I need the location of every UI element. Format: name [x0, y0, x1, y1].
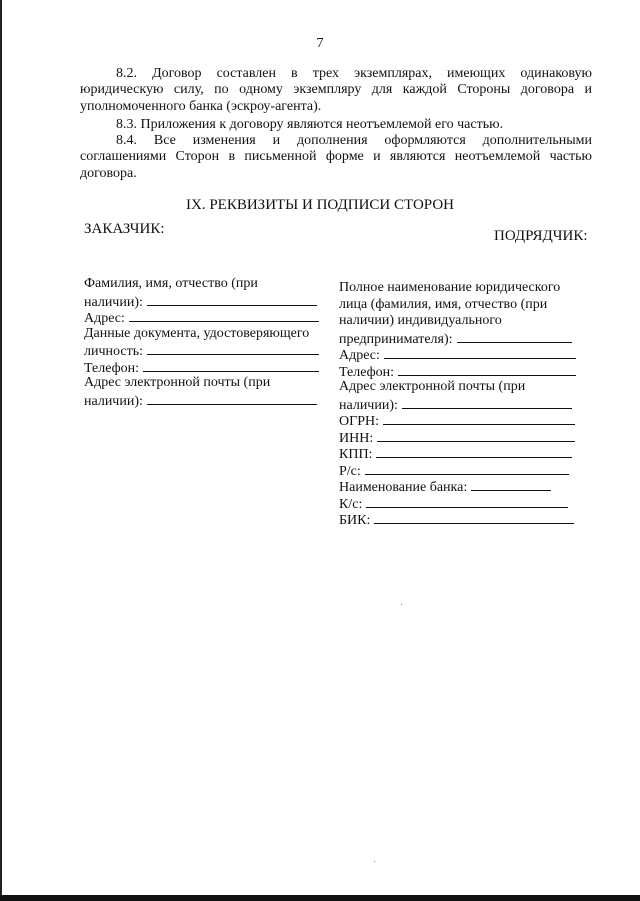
contractor-details — [339, 280, 594, 528]
contractor-kpp-blank[interactable] — [376, 445, 572, 458]
customer-id-document-blank[interactable] — [147, 342, 319, 355]
contractor-name-label-1: Полное наименование юридического — [339, 280, 561, 295]
customer-phone-field: Телефон: — [84, 359, 334, 376]
contractor-phone-blank[interactable] — [398, 363, 576, 376]
contractor-inn-blank[interactable] — [377, 429, 575, 442]
scan-speck — [401, 604, 402, 605]
customer-address-field: Адрес: — [84, 309, 334, 326]
contractor-name-label-2: лица (фамилия, имя, отчество (при — [339, 296, 548, 312]
page-number: 7 — [316, 36, 324, 51]
contractor-label: ПОДРЯДЧИК: — [494, 228, 588, 244]
customer-email-field: наличии): — [84, 392, 334, 409]
contractor-bank-field: Наименование банка: — [339, 478, 594, 495]
scan-speck — [374, 861, 375, 862]
contractor-bik-field: БИК: — [339, 511, 594, 528]
customer-phone-blank[interactable] — [143, 359, 319, 372]
paragraph-8-4: 8.4. Все изменения и дополнения оформляются дополнительными соглашениями Сторон в письменной форме и являются неотъемлемой частью договора. — [80, 133, 592, 181]
contractor-email-field: наличии): — [339, 396, 594, 413]
customer-id-document-field: личность: — [84, 342, 334, 359]
contractor-name-blank[interactable] — [457, 330, 572, 343]
contractor-address-field: Адрес: — [339, 346, 594, 363]
customer-label: ЗАКАЗЧИК: — [84, 221, 165, 237]
customer-name-label: Фамилия, имя, отчество (при — [84, 276, 258, 291]
contractor-name-field: предпринимателя): — [339, 330, 594, 347]
customer-id-document-label: Данные документа, удостоверяющего — [84, 325, 310, 341]
contractor-corr-account-field: К/с: — [339, 495, 594, 512]
customer-name-blank[interactable] — [147, 293, 317, 306]
contractor-bik-blank[interactable] — [374, 511, 574, 524]
contractor-name-label-3: наличии) индивидуального — [339, 313, 502, 328]
contractor-corr-account-blank[interactable] — [366, 495, 568, 508]
contractor-ogrn-blank[interactable] — [383, 412, 575, 425]
contractor-address-blank[interactable] — [384, 346, 576, 359]
contractor-email-blank[interactable] — [402, 396, 572, 409]
section-title: IX. РЕКВИЗИТЫ И ПОДПИСИ СТОРОН — [186, 197, 454, 213]
scan-edge-left — [0, 0, 2, 901]
contractor-phone-field: Телефон: — [339, 363, 594, 380]
customer-email-label: Адрес электронной почты (при — [84, 375, 271, 390]
customer-details — [84, 276, 334, 408]
paragraph-8-2: 8.2. Договор составлен в трех экземплярах, имеющих одинаковую юридическую силу, по одному экземпляру для каждой Стороны договора и уполномоченного банка (эскроу-агента). — [80, 66, 592, 114]
contractor-email-label: Адрес электронной почты (при — [339, 379, 526, 394]
contractor-bank-blank[interactable] — [471, 478, 551, 491]
contractor-account-blank[interactable] — [365, 462, 569, 475]
contractor-account-field: Р/с: — [339, 462, 594, 479]
customer-address-blank[interactable] — [129, 309, 319, 322]
contractor-kpp-field: КПП: — [339, 445, 594, 462]
contractor-inn-field: ИНН: — [339, 429, 594, 446]
contractor-ogrn-field: ОГРН: — [339, 412, 594, 429]
customer-email-blank[interactable] — [147, 392, 317, 405]
customer-name-field: наличии): — [84, 293, 334, 310]
scan-edge-bottom — [0, 895, 640, 901]
paragraph-8-3: 8.3. Приложения к договору являются неотъемлемой его частью. — [116, 117, 504, 132]
